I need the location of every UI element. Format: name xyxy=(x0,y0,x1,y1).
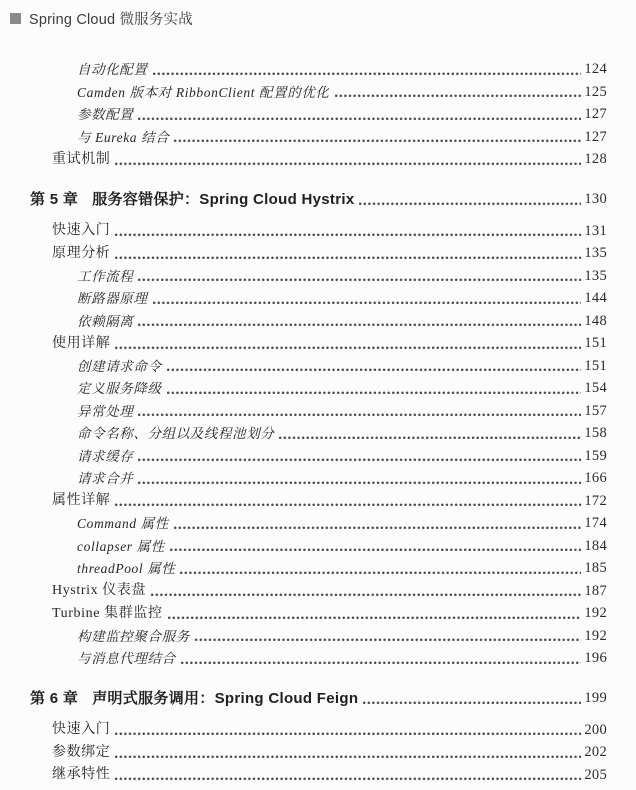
dot-leader xyxy=(170,548,582,552)
toc-entry xyxy=(77,532,607,555)
toc-entry xyxy=(52,239,607,262)
dot-leader xyxy=(363,701,581,705)
entry-title: 属性详解 xyxy=(52,493,111,509)
entry-title: 使用详解 xyxy=(52,335,111,351)
entry-title: 请求合并 xyxy=(77,471,134,487)
page-number: 184 xyxy=(584,537,607,554)
toc-entry xyxy=(77,284,607,307)
page-number: 205 xyxy=(584,766,607,783)
entry-title: 参数配置 xyxy=(77,107,134,123)
toc-entry xyxy=(52,738,607,761)
dot-leader xyxy=(115,346,581,350)
dot-leader xyxy=(180,571,581,575)
page-number: 192 xyxy=(584,605,607,622)
entry-title: 重试机制 xyxy=(52,151,111,167)
toc-entry xyxy=(77,55,607,78)
dot-leader xyxy=(115,233,581,237)
page-number: 172 xyxy=(584,492,607,509)
dot-leader xyxy=(153,72,582,76)
entry-title: 请求缓存 xyxy=(77,448,134,464)
entry-title: 自动化配置 xyxy=(77,62,148,78)
toc-entry xyxy=(52,716,607,739)
entry-title: 声明式服务调用：Spring Cloud Feign xyxy=(92,689,359,707)
page-header xyxy=(10,8,193,29)
dot-leader xyxy=(138,278,581,282)
page-number: 124 xyxy=(584,61,607,78)
dot-leader xyxy=(115,777,581,781)
dot-leader xyxy=(138,458,581,462)
toc-entry xyxy=(77,307,607,330)
dot-leader xyxy=(138,117,581,121)
entry-title: 服务容错保护：Spring Cloud Hystrix xyxy=(92,190,355,208)
toc-entry xyxy=(52,761,607,784)
toc-entry xyxy=(77,397,607,420)
entry-title: 工作流程 xyxy=(77,268,134,284)
entry-title: 快速入门 xyxy=(52,722,111,738)
entry-title: 断路器原理 xyxy=(77,291,148,307)
entry-title: Turbine 集群监控 xyxy=(52,605,163,621)
dot-leader xyxy=(335,94,582,98)
dot-leader xyxy=(279,436,581,440)
dot-leader xyxy=(115,162,581,166)
dot-leader xyxy=(174,139,581,143)
toc-entry xyxy=(52,329,607,352)
dot-leader xyxy=(138,323,581,327)
toc-entry xyxy=(77,509,607,532)
page-number: 196 xyxy=(584,650,607,667)
entry-title: 依赖隔离 xyxy=(77,313,134,329)
toc-entry xyxy=(77,442,607,465)
toc-entry xyxy=(52,217,607,240)
toc-entry xyxy=(30,681,607,707)
page-number: 159 xyxy=(584,447,607,464)
toc-entry xyxy=(77,262,607,285)
entry-title: 构建监控聚合服务 xyxy=(77,628,190,644)
dot-leader xyxy=(115,256,581,260)
book-title: Spring Cloud 微服务实战 xyxy=(29,12,193,28)
dot-leader xyxy=(153,301,582,305)
dot-leader xyxy=(151,593,581,597)
page-number: 158 xyxy=(584,425,607,442)
entry-title: 参数绑定 xyxy=(52,744,111,760)
toc-entry xyxy=(77,100,607,123)
entry-title: 命令名称、分组以及线程池划分 xyxy=(77,426,275,442)
dot-leader xyxy=(195,638,582,642)
dot-leader xyxy=(115,732,581,736)
dot-leader xyxy=(115,755,581,759)
page-number: 174 xyxy=(584,515,607,532)
page-number: 128 xyxy=(584,151,607,168)
entry-title: 与 Eureka 结合 xyxy=(77,129,170,145)
page-number: 125 xyxy=(584,83,607,100)
dot-leader xyxy=(167,368,582,372)
entry-title: threadPool 属性 xyxy=(77,561,176,577)
toc-entry xyxy=(52,145,607,168)
page-number: 192 xyxy=(584,627,607,644)
page-number: 202 xyxy=(584,744,607,761)
page-number: 131 xyxy=(584,222,607,239)
page-number: 200 xyxy=(584,721,607,738)
page-number: 127 xyxy=(584,106,607,123)
dot-leader xyxy=(168,616,582,620)
toc-entry xyxy=(77,644,607,667)
entry-title: Camden 版本对 RibbonClient 配置的优化 xyxy=(77,84,330,100)
chapter-label: 第 5 章 xyxy=(30,190,79,208)
dot-leader xyxy=(359,202,581,206)
toc-entry xyxy=(52,577,607,600)
toc-entry xyxy=(77,123,607,146)
page-number: 127 xyxy=(584,128,607,145)
page-number: 148 xyxy=(584,312,607,329)
page-number: 144 xyxy=(584,290,607,307)
page-number: 187 xyxy=(584,582,607,599)
entry-title: 定义服务降级 xyxy=(77,381,162,397)
entry-title: 与消息代理结合 xyxy=(77,651,176,667)
entry-title: 原理分析 xyxy=(52,245,111,261)
toc-entry xyxy=(77,622,607,645)
dot-leader xyxy=(138,413,581,417)
dot-leader xyxy=(174,526,581,530)
page-number: 135 xyxy=(584,267,607,284)
page-number: 130 xyxy=(584,191,607,208)
page-number: 154 xyxy=(584,380,607,397)
page-number: 151 xyxy=(584,335,607,352)
toc-entry xyxy=(77,554,607,577)
toc-entry xyxy=(52,599,607,622)
chapter-label: 第 6 章 xyxy=(30,689,79,707)
page-number: 135 xyxy=(584,245,607,262)
toc-entry xyxy=(52,487,607,510)
page-number: 199 xyxy=(584,690,607,707)
dot-leader xyxy=(167,391,582,395)
page-number: 157 xyxy=(584,402,607,419)
square-bullet-icon xyxy=(10,13,21,24)
toc-entry xyxy=(77,464,607,487)
page-number: 166 xyxy=(584,470,607,487)
dot-leader xyxy=(181,661,582,665)
toc-entry xyxy=(77,374,607,397)
entry-title: collapser 属性 xyxy=(77,538,165,554)
entry-title: Hystrix 仪表盘 xyxy=(52,583,147,599)
dot-leader xyxy=(138,481,581,485)
page-number: 151 xyxy=(584,357,607,374)
toc-entry xyxy=(77,78,607,101)
entry-title: 异常处理 xyxy=(77,403,134,419)
toc-list xyxy=(0,55,636,783)
entry-title: 创建请求命令 xyxy=(77,358,162,374)
page-number: 185 xyxy=(584,560,607,577)
entry-title: 快速入门 xyxy=(52,223,111,239)
toc-entry xyxy=(30,182,607,208)
toc-entry xyxy=(77,352,607,375)
entry-title: 继承特性 xyxy=(52,767,111,783)
dot-leader xyxy=(115,503,581,507)
toc-entry xyxy=(77,419,607,442)
entry-title: Command 属性 xyxy=(77,516,169,532)
